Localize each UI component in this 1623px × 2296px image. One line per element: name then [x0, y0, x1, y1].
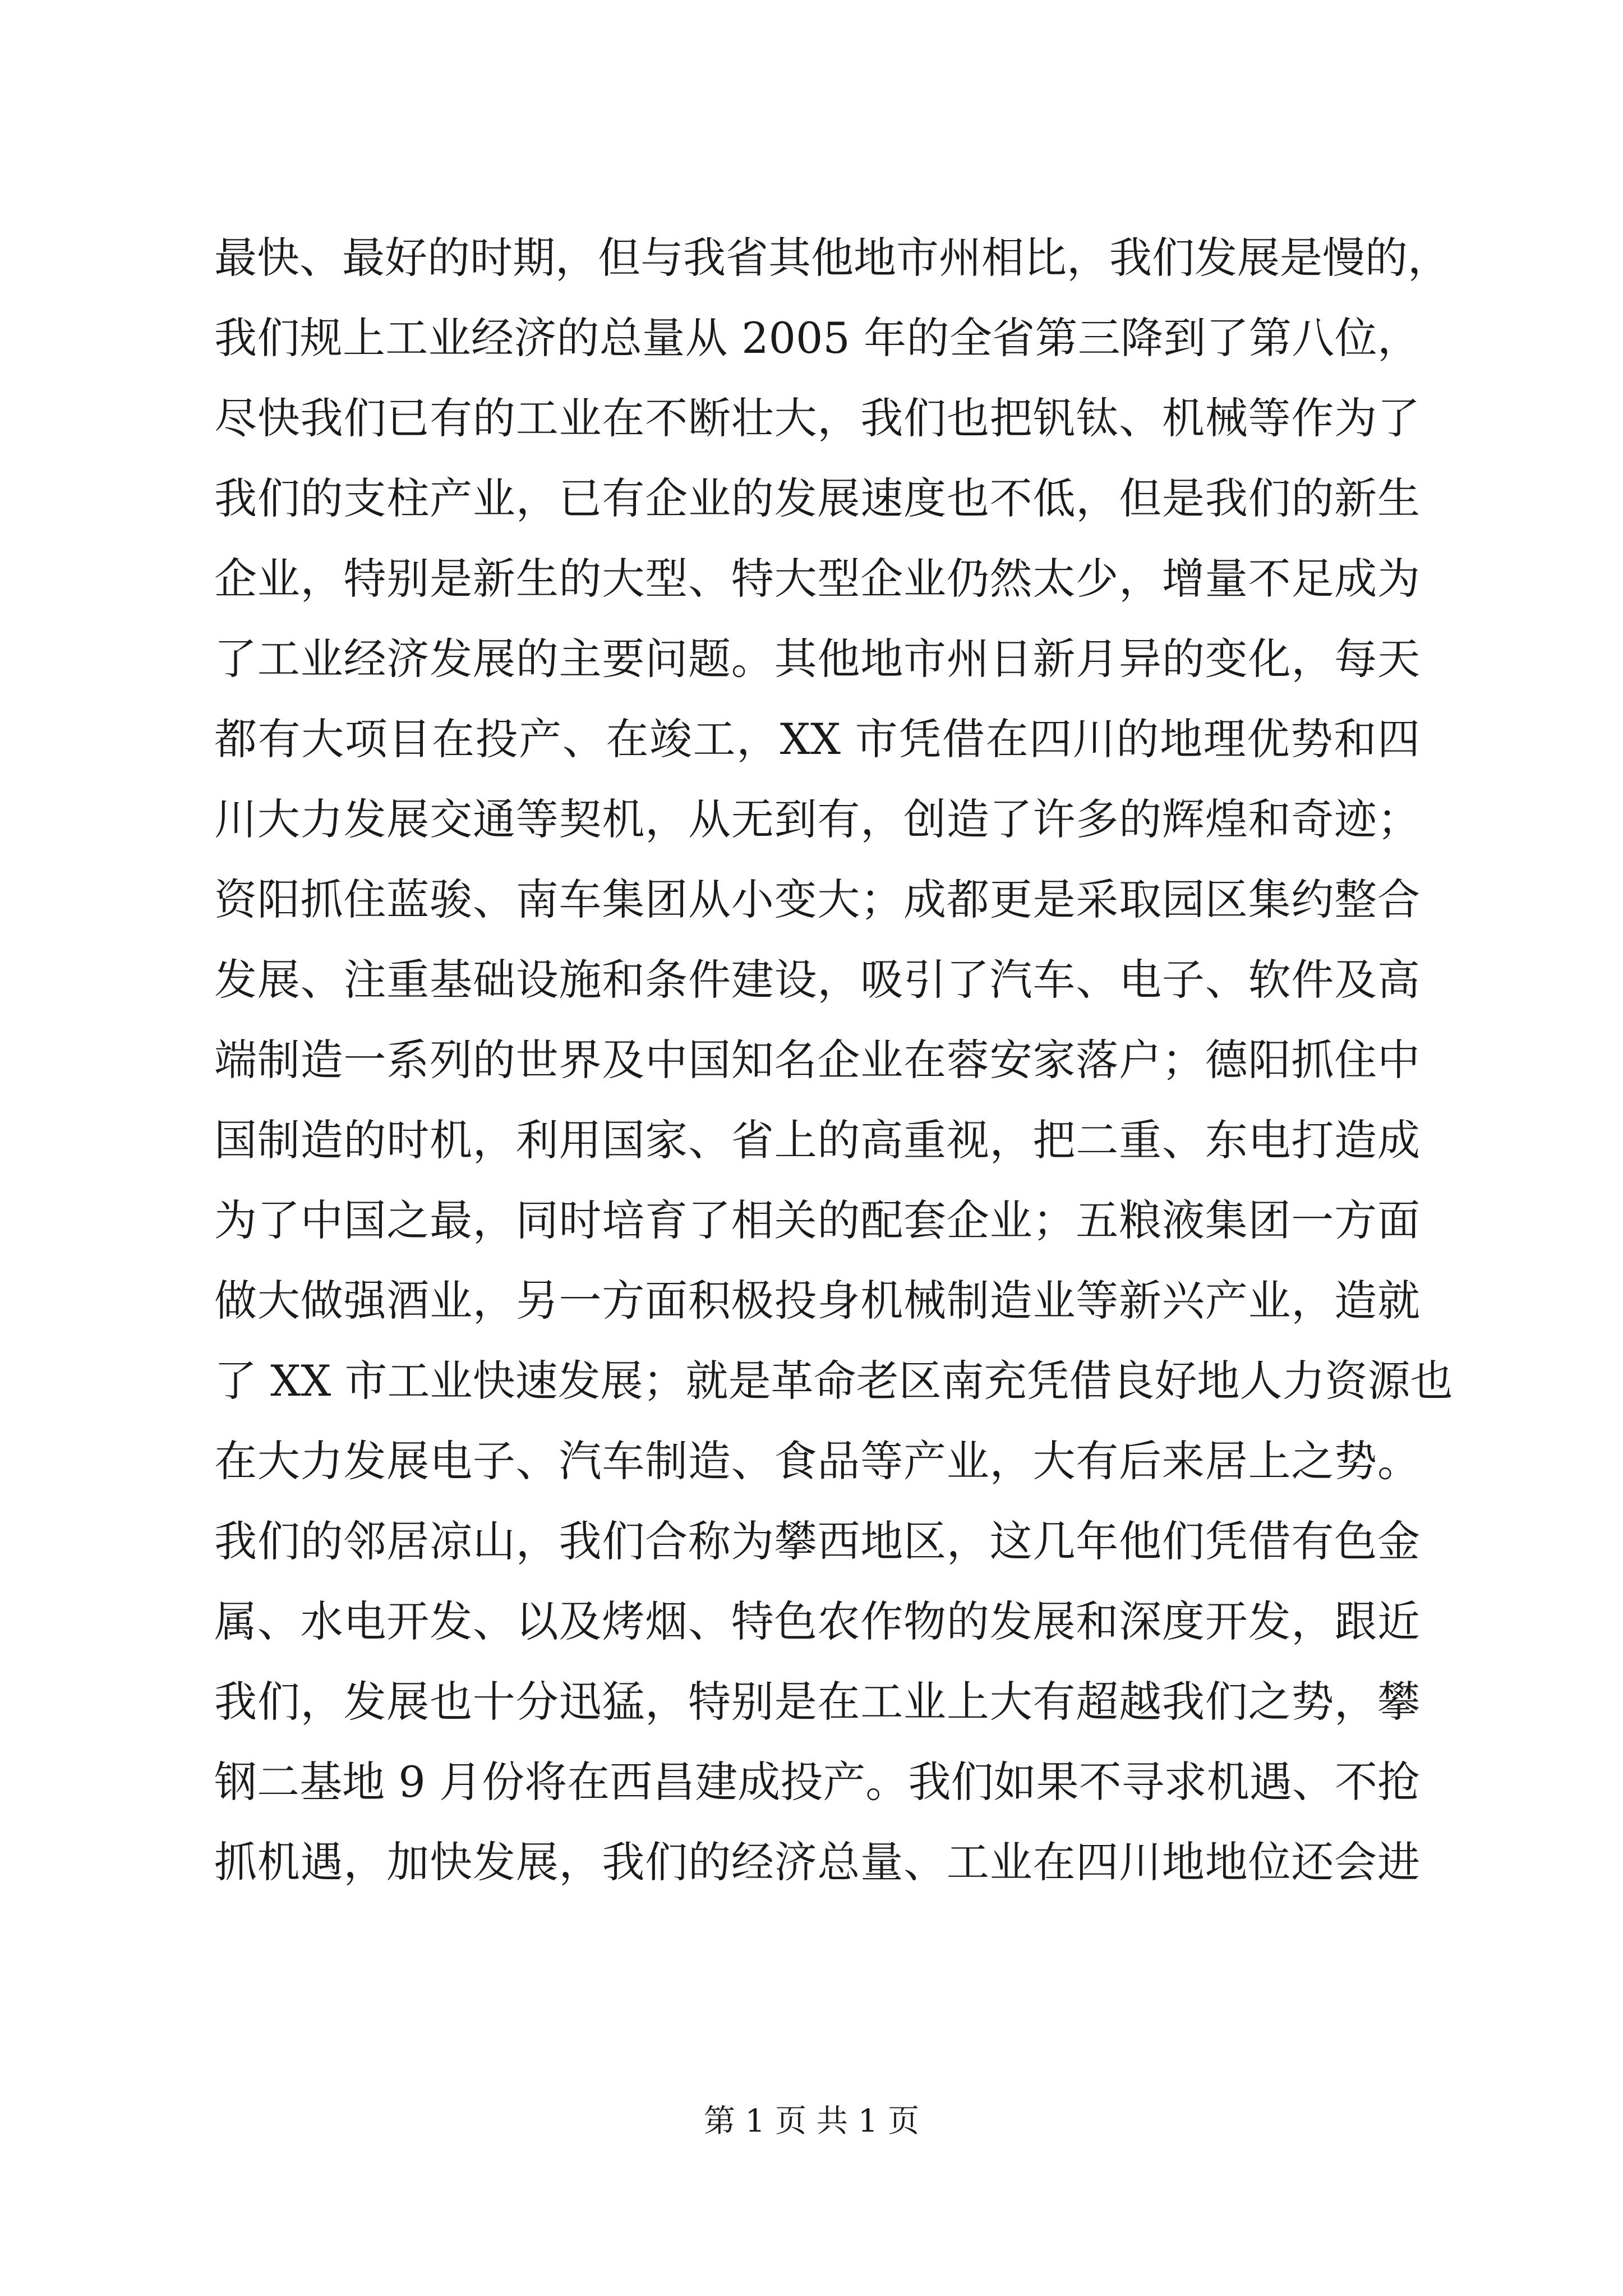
text-line: 为了中国之最，同时培育了相关的配套企业；五粮液集团一方面	[214, 1195, 1420, 1245]
text-line: 在大力发展电子、汽车制造、食品等产业，大有后来居上之势。	[214, 1436, 1420, 1486]
text-line: 抓机遇，加快发展，我们的经济总量、工业在四川地地位还会进	[214, 1837, 1420, 1887]
text-line: 都有大项目在投产、在竣工，XX 市凭借在四川的地理优势和四	[214, 714, 1420, 764]
text-line: 川大力发展交通等契机，从无到有，创造了许多的辉煌和奇迹；	[214, 794, 1420, 844]
text-line: 最快、最好的时期，但与我省其他地市州相比，我们发展是慢的，	[214, 233, 1450, 283]
text-line: 我们规上工业经济的总量从 2005 年的全省第三降到了第八位，	[214, 313, 1420, 363]
text-line: 尽快我们已有的工业在不断壮大，我们也把钒钛、机械等作为了	[214, 393, 1420, 443]
body-paragraph	[214, 218, 1453, 1902]
text-line: 属、水电开发、以及烤烟、特色农作物的发展和深度开发，跟近	[214, 1596, 1420, 1646]
text-line: 国制造的时机，利用国家、省上的高重视，把二重、东电打造成	[214, 1115, 1420, 1165]
text-line: 了 XX 市工业快速发展；就是革命老区南充凭借良好地人力资源也	[214, 1356, 1453, 1406]
text-line: 资阳抓住蓝骏、南车集团从小变大；成都更是采取园区集约整合	[214, 875, 1420, 924]
text-line: 做大做强酒业，另一方面积极投身机械制造业等新兴产业，造就	[214, 1276, 1420, 1326]
text-line: 我们，发展也十分迅猛，特别是在工业上大有超越我们之势，攀	[214, 1677, 1420, 1727]
page-footer	[0, 2099, 1623, 2144]
text-line: 发展、注重基础设施和条件建设，吸引了汽车、电子、软件及高	[214, 955, 1420, 1005]
text-line: 端制造一系列的世界及中国知名企业在蓉安家落户；德阳抓住中	[214, 1035, 1420, 1085]
text-line: 企业，特别是新生的大型、特大型企业仍然太少，增量不足成为	[214, 554, 1420, 604]
text-line: 了工业经济发展的主要问题。其他地市州日新月异的变化，每天	[214, 634, 1420, 684]
text-line: 我们的邻居凉山，我们合称为攀西地区，这几年他们凭借有色金	[214, 1516, 1420, 1566]
page-number-label: 第 1 页 共 1 页	[703, 2103, 920, 2139]
text-line: 钢二基地 9 月份将在西昌建成投产。我们如果不寻求机遇、不抢	[214, 1757, 1420, 1807]
text-line: 我们的支柱产业，已有企业的发展速度也不低，但是我们的新生	[214, 473, 1420, 523]
